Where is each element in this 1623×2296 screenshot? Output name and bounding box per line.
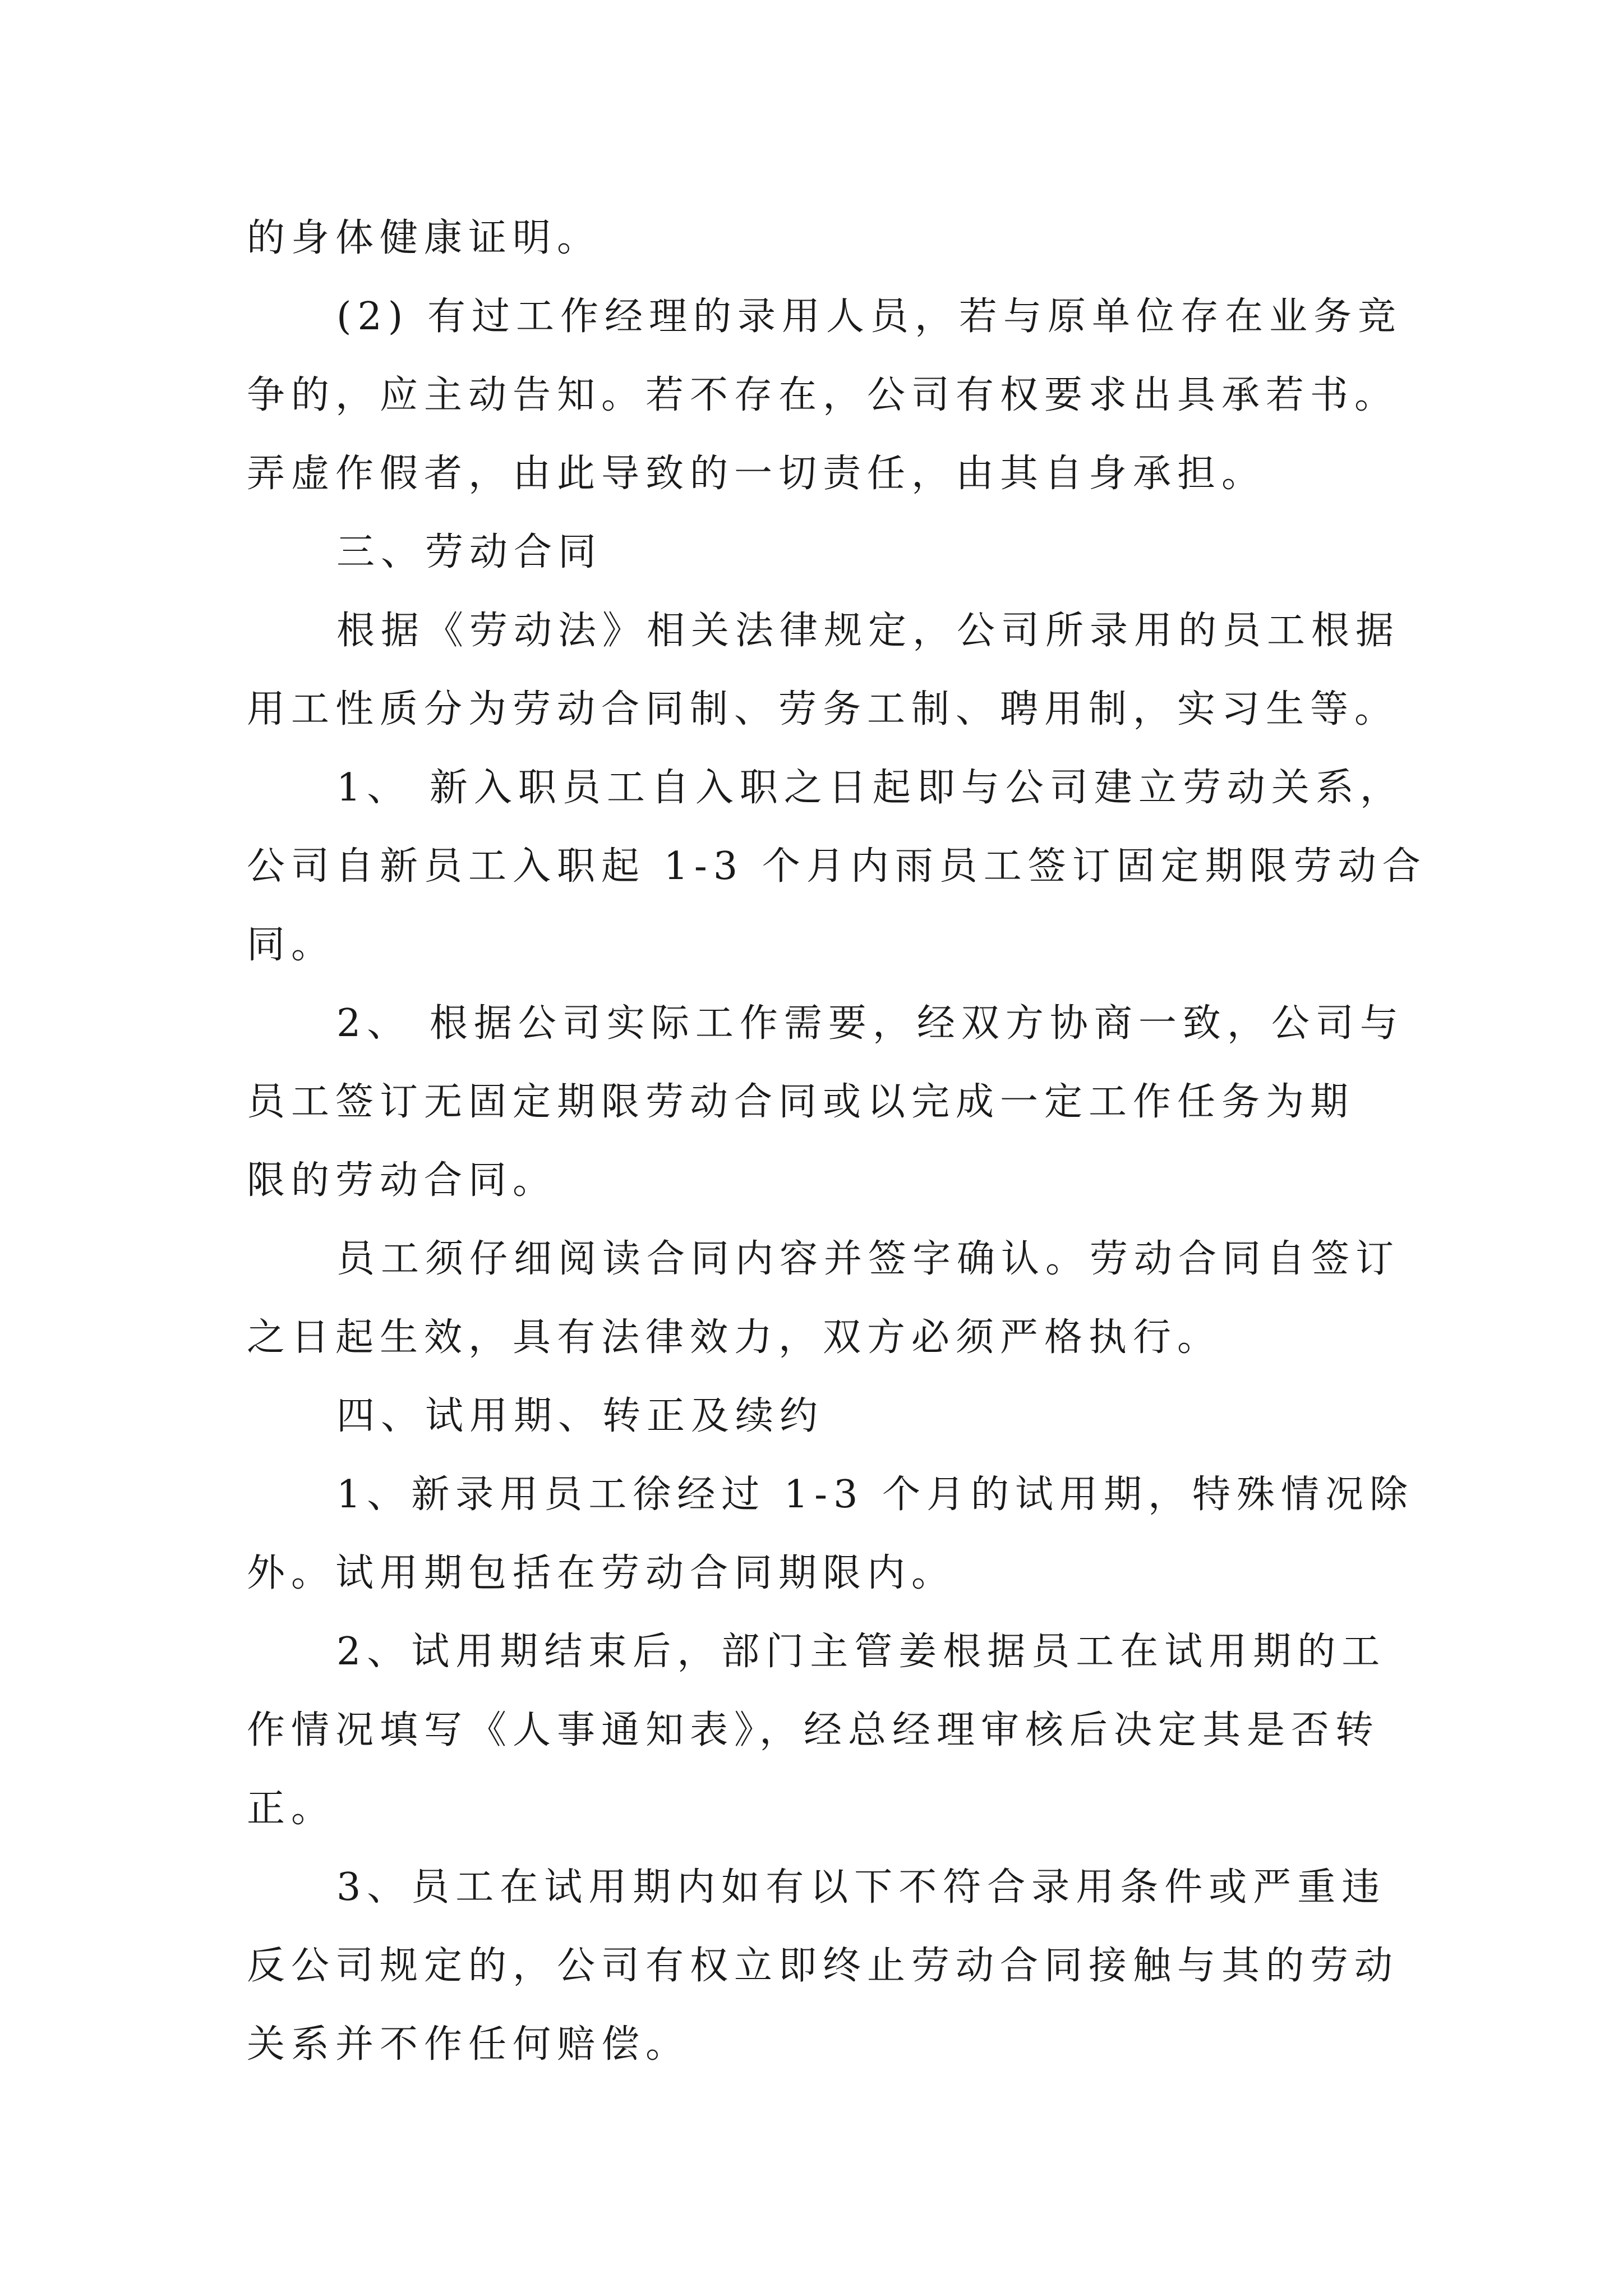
- text-line: 1、新录用员工徐经过 1-3 个月的试用期，特殊情况除: [336, 1473, 1414, 1517]
- text-line: 根据《劳动法》相关法律规定，公司所录用的员工根据: [336, 609, 1400, 653]
- section-heading: 四、试用期、转正及续约: [336, 1394, 824, 1438]
- text-line: 3、员工在试用期内如有以下不符合录用条件或严重违: [336, 1865, 1386, 1910]
- text-line: 同。: [247, 923, 336, 967]
- text-line: 正。: [247, 1787, 336, 1831]
- text-line: 员工须仔细阅读合同内容并签字确认。劳动合同自签订: [336, 1237, 1400, 1281]
- text-line: 作情况填写《人事通知表》，经总经理审核后决定其是否转: [247, 1708, 1380, 1752]
- text-line: 弄虚作假者，由此导致的一切责任，由其自身承担。: [247, 452, 1266, 496]
- text-line: 的身体健康证明。: [247, 216, 602, 260]
- text-line: 1、 新入职员工自入职之日起即与公司建立劳动关系，: [336, 766, 1404, 810]
- text-line: 限的劳动合同。: [247, 1158, 557, 1203]
- text-line: (2) 有过工作经理的录用人员，若与原单位存在业务竞: [336, 295, 1402, 339]
- text-line: 反公司规定的，公司有权立即终止劳动合同接触与其的劳动: [247, 1944, 1399, 1988]
- section-heading: 三、劳动合同: [336, 530, 603, 574]
- text-line: 关系并不作任何赔偿。: [247, 2022, 690, 2067]
- text-line: 公司自新员工入职起 1-3 个月内雨员工签订固定期限劳动合: [247, 844, 1427, 889]
- text-line: 2、 根据公司实际工作需要，经双方协商一致，公司与: [336, 1001, 1404, 1046]
- text-line: 员工签订无固定期限劳动合同或以完成一定工作任务为期: [247, 1080, 1355, 1124]
- text-line: 外。试用期包括在劳动合同期限内。: [247, 1551, 956, 1595]
- text-line: 争的，应主动告知。若不存在，公司有权要求出具承若书。: [247, 373, 1399, 417]
- text-line: 之日起生效，具有法律效力，双方必须严格执行。: [247, 1315, 1222, 1360]
- text-line: 2、试用期结束后，部门主管姜根据员工在试用期的工: [336, 1630, 1386, 1674]
- text-line: 用工性质分为劳动合同制、劳务工制、聘用制，实习生等。: [247, 687, 1399, 731]
